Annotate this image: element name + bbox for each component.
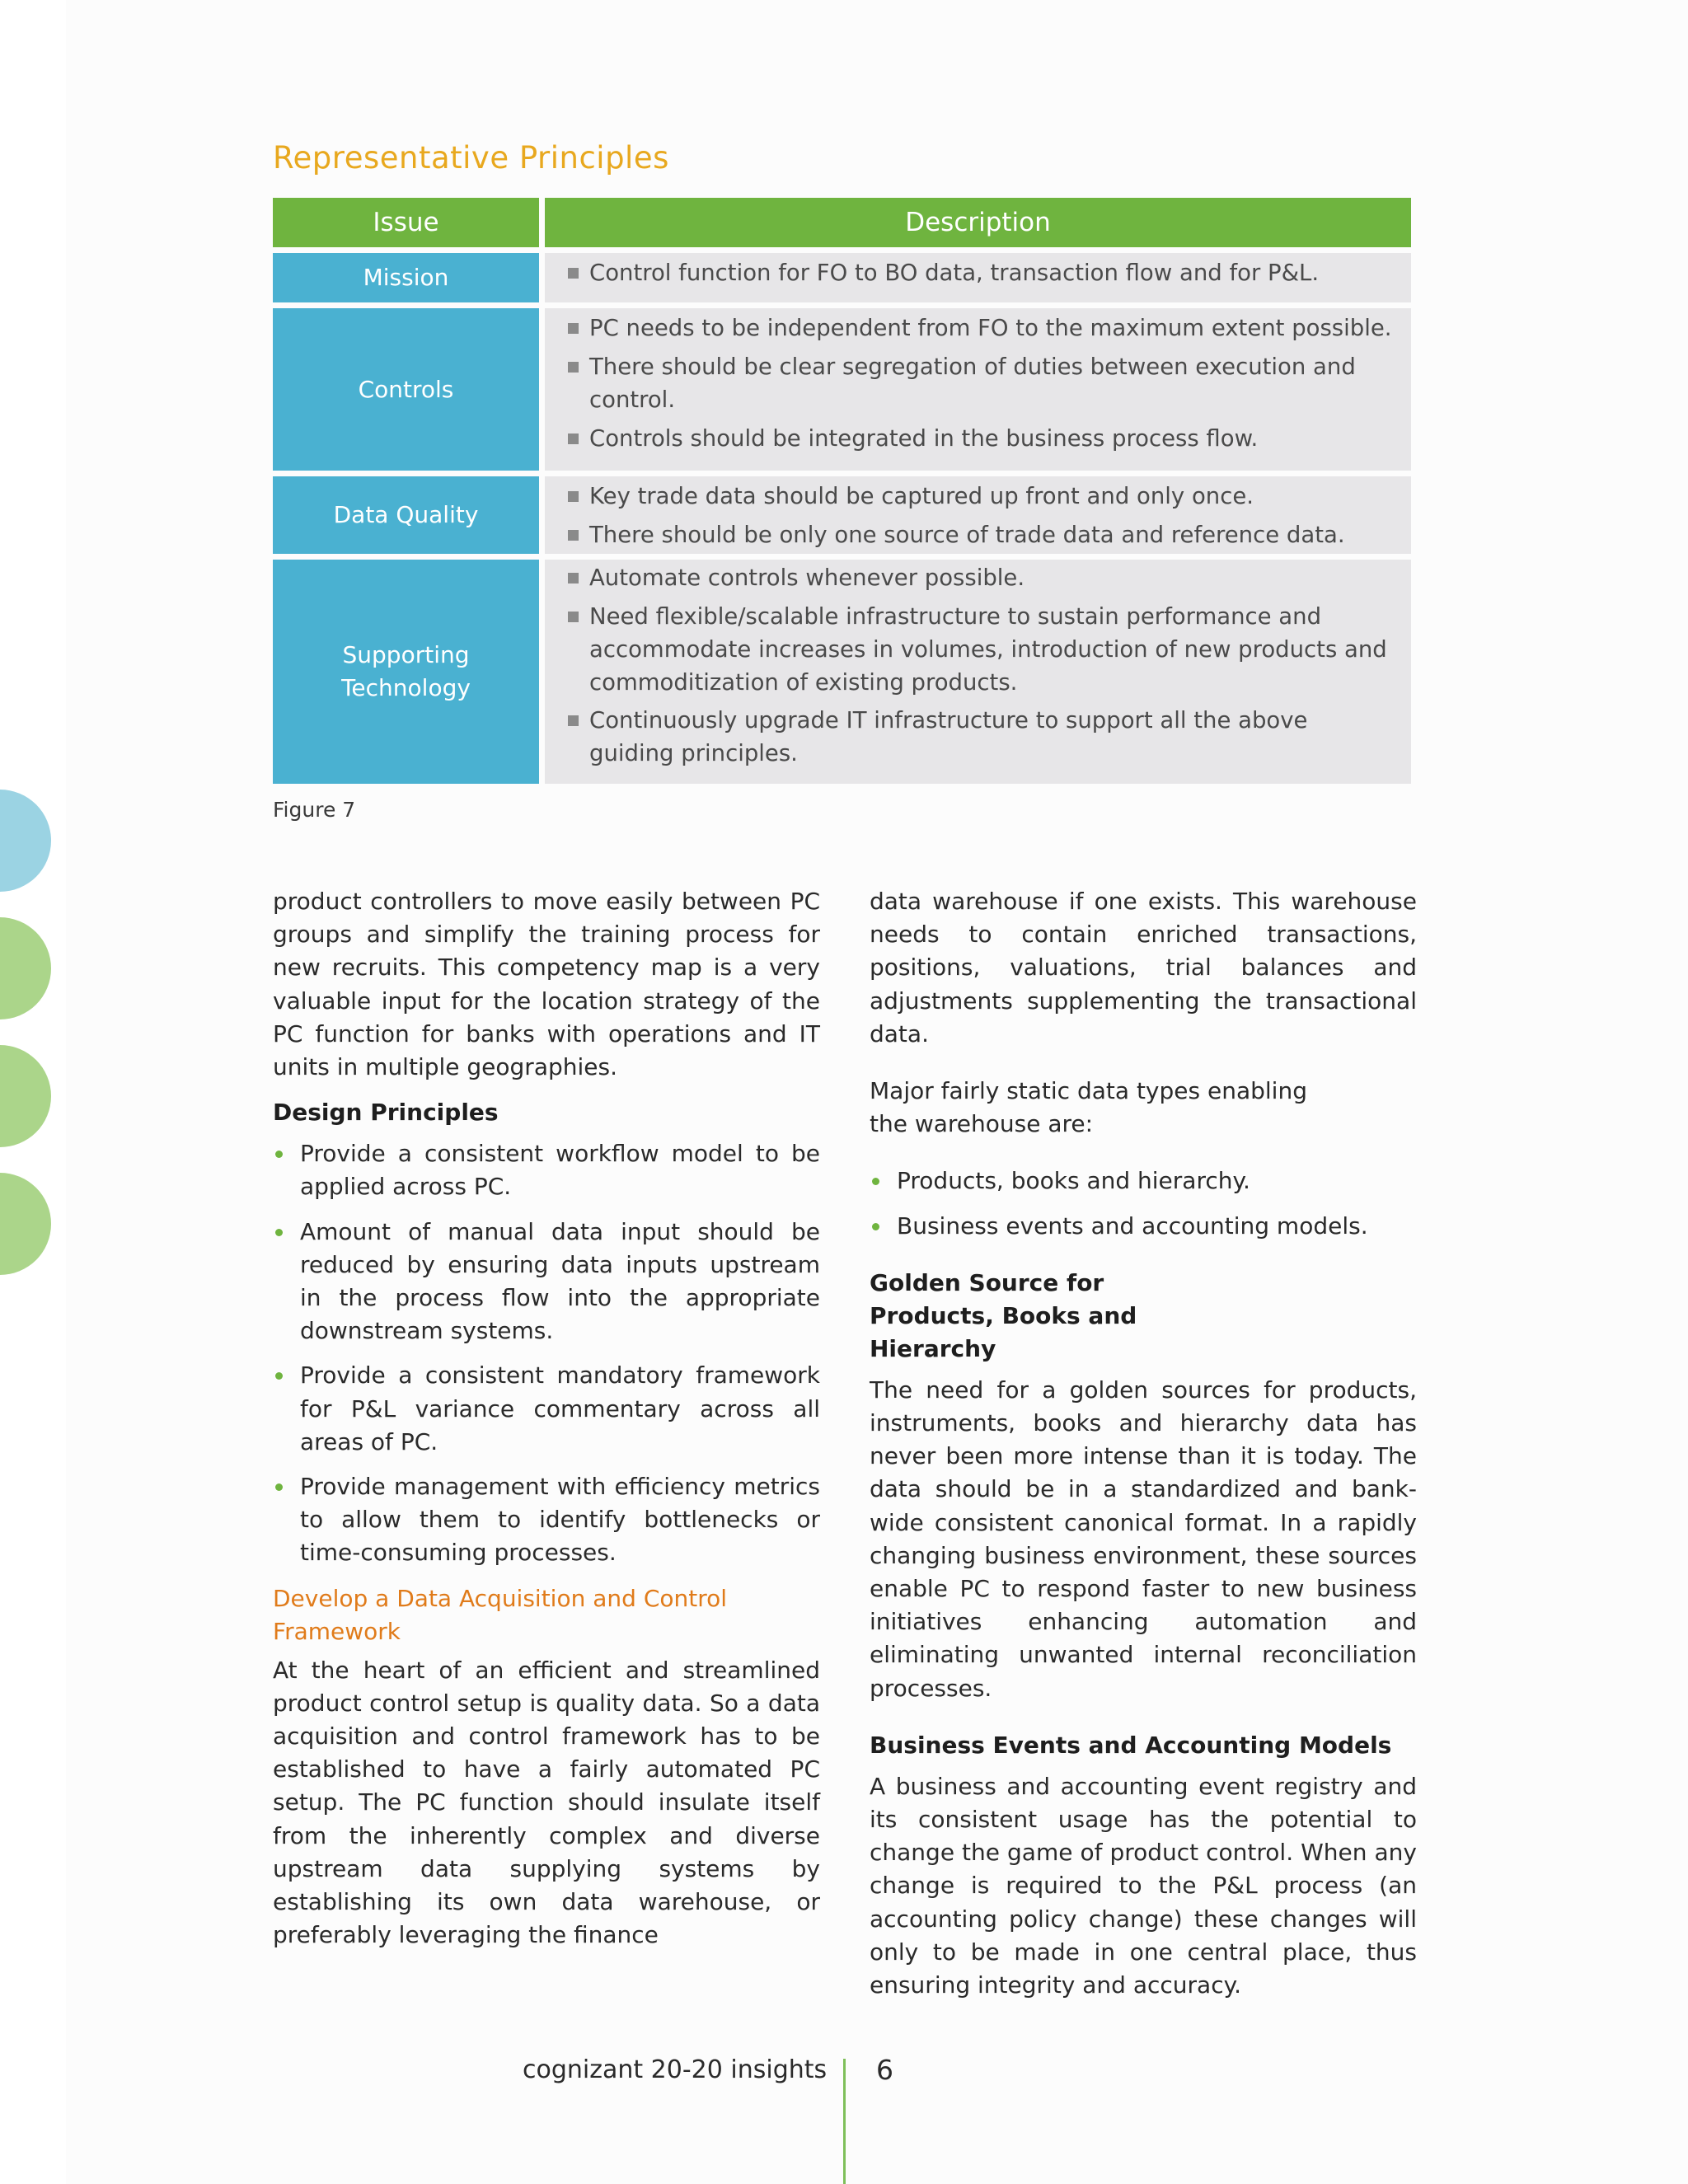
table-desc-controls [545, 308, 1411, 471]
table-desc-mission [545, 253, 1411, 302]
data-types-list [870, 1165, 1417, 1242]
left-column [273, 885, 820, 1952]
design-principles-list [273, 1137, 820, 1569]
decor-circle-green [0, 1173, 51, 1275]
table-list-item: Controls should be integrated in the business process flow. [545, 422, 1411, 455]
body-paragraph: data warehouse if one exists. This warehouse needs to contain enriched transactions, positions, valuations, trial balances and adjustments supplementing the transactional data. [870, 888, 1417, 1047]
decor-circle-green [0, 1045, 51, 1147]
table-header-description: Description [545, 198, 1411, 247]
list-item: Provide management with efficiency metrics to allow them to identify bottlenecks or time-consuming processes. [273, 1470, 820, 1570]
table-issue-mission: Mission [273, 253, 539, 302]
table-list-item: Control function for FO to BO data, transaction flow and for P&L. [545, 256, 1411, 289]
section-heading: Representative Principles [273, 140, 669, 176]
develop-framework-heading: Develop a Data Acquisition and Control Framework [273, 1584, 728, 1645]
table-list-item: There should be only one source of trade data and reference data. [545, 518, 1411, 551]
footer-brand: cognizant 20-20 insights [523, 2055, 828, 2084]
table-list-item: Continuously upgrade IT infrastructure to support all the above guiding principles. [545, 704, 1411, 770]
list-item: Business events and accounting models. [870, 1210, 1417, 1243]
body-paragraph: product controllers to move easily between PC groups and simplify the training process for new recruits. This competency map is a very valuable input for the location strategy of the PC function for banks with operations and IT units in multiple geographies. [273, 888, 820, 1081]
table-list-item: PC needs to be independent from FO to the maximum extent possible. [545, 312, 1411, 344]
table-issue-supporting-technology: Supporting Technology [273, 560, 539, 784]
table-desc-data-quality [545, 476, 1411, 554]
body-paragraph: The need for a golden sources for products, instruments, books and hierarchy data has never been more intense than it is today. The data should be in a standardized and bank-wide consistent canonical format. In a rapidly changing business environment, these sources enable PC to respond faster to new business initiatives enhancing automation and eliminating unwanted internal reconciliation processes. [870, 1376, 1417, 1702]
page-number: 6 [876, 2054, 893, 2086]
list-item: Amount of manual data input should be reduced by ensuring data inputs upstream in the process flow into the appropriate downstream systems. [273, 1216, 820, 1348]
body-paragraph: At the heart of an efficient and streamlined product control setup is quality data. So a data acquisition and control framework has to be established to have a fairly automated PC setup. The PC function should insulate itself from the inherently complex and diverse upstream data supplying systems by establishing its own data warehouse, or preferably leveraging the finance [273, 1656, 820, 1949]
table-list-item: Automate controls whenever possible. [545, 561, 1411, 594]
right-column [870, 885, 1417, 2002]
decor-circle-green [0, 917, 51, 1019]
body-paragraph: A business and accounting event registry and its consistent usage has the potential to change the game of product control. When any change is required to the P&L process (an accounting policy change) these changes will only to be made in one central place, thus ensuring integrity and accuracy. [870, 1772, 1417, 1999]
list-item: Provide a consistent workflow model to be applied across PC. [273, 1137, 820, 1203]
body-paragraph: Major fairly static data types enabling the warehouse are: [870, 1077, 1307, 1138]
table-issue-controls: Controls [273, 308, 539, 471]
footer-divider [843, 2059, 846, 2184]
table-list-item: There should be clear segregation of duties between execution and control. [545, 350, 1411, 416]
table-header-issue: Issue [273, 198, 539, 247]
table-list-item: Need flexible/scalable infrastructure to sustain performance and accommodate increases in volumes, introduction of new products and commoditization of existing products. [545, 600, 1411, 699]
golden-source-heading: Golden Source for Products, Books and Hierarchy [870, 1268, 1137, 1362]
design-principles-heading: Design Principles [273, 1099, 499, 1127]
table-issue-data-quality: Data Quality [273, 476, 539, 554]
business-events-heading: Business Events and Accounting Models [870, 1731, 1392, 1759]
list-item: Provide a consistent mandatory framework for P&L variance commentary across all areas of PC. [273, 1359, 820, 1459]
table-desc-supporting-technology [545, 560, 1411, 784]
decor-circle-blue [0, 790, 51, 892]
figure-caption: Figure 7 [273, 798, 356, 822]
table-list-item: Key trade data should be captured up front and only once. [545, 480, 1411, 513]
list-item: Products, books and hierarchy. [870, 1165, 1417, 1197]
